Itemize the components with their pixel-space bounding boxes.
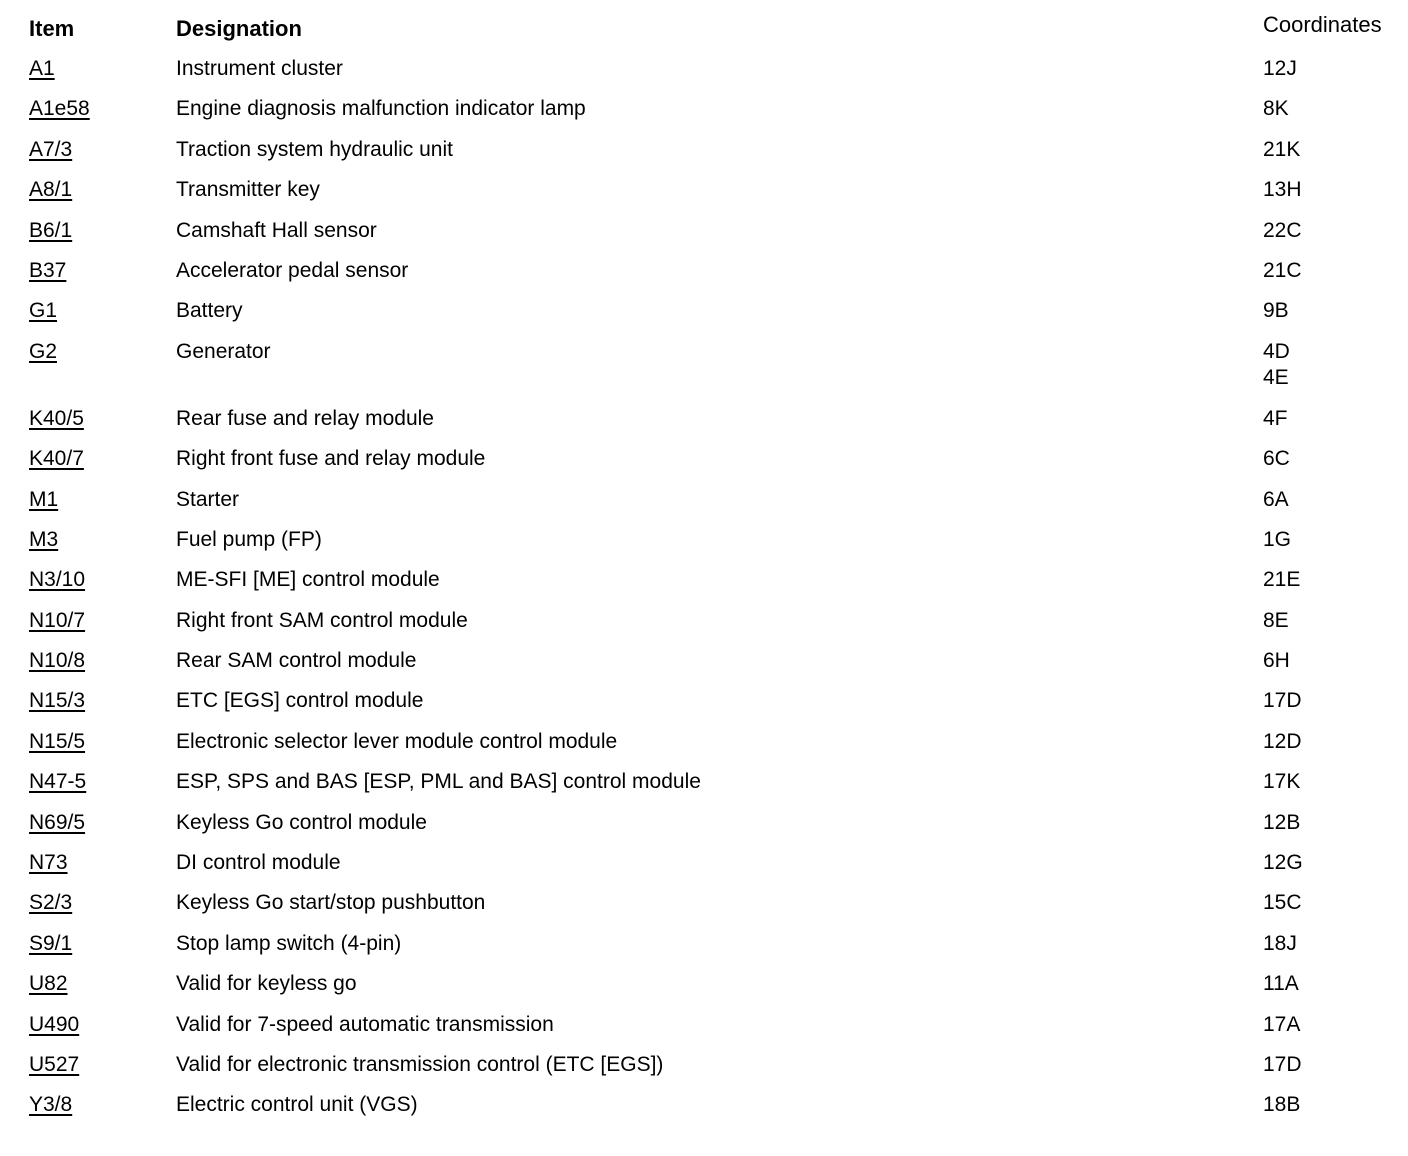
coordinate-value: 11A bbox=[1263, 972, 1299, 996]
item-link[interactable]: B37 bbox=[29, 258, 67, 282]
table-row bbox=[0, 406, 1408, 446]
coordinates-cell bbox=[1263, 890, 1302, 916]
designation-text: Stop lamp switch (4-pin) bbox=[176, 931, 402, 955]
coordinates-cell bbox=[1263, 1092, 1300, 1118]
item-link[interactable]: U82 bbox=[29, 972, 68, 996]
item-link[interactable]: A1 bbox=[29, 57, 55, 80]
legend-rows bbox=[0, 56, 1408, 1133]
coordinates-cell bbox=[1263, 446, 1290, 472]
coordinate-value: 6C bbox=[1263, 447, 1290, 471]
coordinates-cell bbox=[1263, 608, 1289, 634]
designation-text: Rear fuse and relay module bbox=[176, 406, 434, 430]
table-row bbox=[0, 1052, 1408, 1092]
table-row bbox=[0, 648, 1408, 688]
coordinates-cell bbox=[1263, 971, 1299, 997]
coordinate-value: 15C bbox=[1263, 891, 1302, 915]
table-row bbox=[0, 137, 1408, 177]
coordinates-cell bbox=[1263, 1012, 1300, 1038]
coordinate-value: 12D bbox=[1263, 729, 1302, 753]
item-link[interactable]: A1e58 bbox=[29, 97, 90, 121]
designation-text: Keyless Go start/stop pushbutton bbox=[176, 891, 486, 915]
item-link[interactable]: U527 bbox=[29, 1052, 80, 1076]
table-row bbox=[0, 769, 1408, 809]
item-link[interactable]: N10/8 bbox=[29, 649, 86, 673]
coordinate-value: 12J bbox=[1263, 57, 1297, 80]
header-designation: Designation bbox=[176, 16, 302, 41]
coordinate-value: 17A bbox=[1263, 1012, 1301, 1036]
designation-text: Fuel pump (FP) bbox=[176, 527, 322, 551]
table-row bbox=[0, 567, 1408, 607]
coordinate-value: 1G bbox=[1263, 527, 1292, 551]
coordinates-cell bbox=[1263, 527, 1291, 553]
coordinates-cell bbox=[1263, 850, 1303, 876]
coordinates-cell bbox=[1263, 567, 1300, 593]
designation-text: Electric control unit (VGS) bbox=[176, 1093, 418, 1117]
table-row bbox=[0, 608, 1408, 648]
item-link[interactable]: M3 bbox=[29, 527, 59, 551]
designation-text: Right front fuse and relay module bbox=[176, 447, 486, 471]
item-link[interactable]: U490 bbox=[29, 1012, 80, 1036]
item-link[interactable]: A7/3 bbox=[29, 137, 73, 161]
table-row bbox=[0, 931, 1408, 971]
table-row bbox=[0, 1092, 1408, 1132]
table-row bbox=[0, 56, 1408, 96]
designation-text: Valid for electronic transmission control (ETC [EGS]) bbox=[176, 1052, 664, 1076]
designation-text: Battery bbox=[176, 299, 243, 323]
table-row bbox=[0, 729, 1408, 769]
coordinate-value: 6A bbox=[1263, 487, 1289, 511]
coordinates-cell bbox=[1263, 648, 1290, 674]
coordinates-cell bbox=[1263, 298, 1289, 324]
table-row bbox=[0, 258, 1408, 298]
table-row bbox=[0, 218, 1408, 258]
table-row bbox=[0, 177, 1408, 217]
item-link[interactable]: Y3/8 bbox=[29, 1093, 73, 1117]
coordinate-value: 17D bbox=[1263, 689, 1302, 713]
table-row bbox=[0, 527, 1408, 567]
designation-text: Accelerator pedal sensor bbox=[176, 258, 409, 282]
designation-text: Generator bbox=[176, 339, 271, 363]
table-row bbox=[0, 446, 1408, 486]
item-link[interactable]: G1 bbox=[29, 299, 58, 323]
table-row bbox=[0, 96, 1408, 136]
designation-text: Valid for 7-speed automatic transmission bbox=[176, 1012, 554, 1036]
coordinates-cell bbox=[1263, 137, 1300, 163]
item-link[interactable]: N15/5 bbox=[29, 729, 86, 753]
coordinate-value: 21E bbox=[1263, 568, 1301, 592]
item-link[interactable]: N47-5 bbox=[29, 770, 87, 794]
coordinates-cell bbox=[1263, 810, 1300, 836]
coordinate-value: 18J bbox=[1263, 931, 1297, 955]
coordinates-cell bbox=[1263, 339, 1290, 391]
item-link[interactable]: N3/10 bbox=[29, 568, 86, 592]
designation-text: Traction system hydraulic unit bbox=[176, 137, 453, 161]
coordinate-value: 8K bbox=[1263, 97, 1289, 121]
designation-text: Engine diagnosis malfunction indicator lamp bbox=[176, 97, 586, 121]
item-link[interactable]: N73 bbox=[29, 851, 68, 875]
coordinate-value: 12G bbox=[1263, 851, 1303, 875]
coordinate-value: 12B bbox=[1263, 810, 1301, 834]
item-link[interactable]: K40/5 bbox=[29, 406, 84, 430]
coordinate-value: 4F bbox=[1263, 406, 1288, 430]
designation-text: Instrument cluster bbox=[176, 57, 343, 80]
coordinate-value: 18B bbox=[1263, 1093, 1301, 1117]
designation-text: Transmitter key bbox=[176, 178, 320, 202]
coordinates-cell bbox=[1263, 56, 1297, 82]
coordinates-cell bbox=[1263, 931, 1297, 957]
coordinate-value: 8E bbox=[1263, 608, 1289, 632]
item-link[interactable]: B6/1 bbox=[29, 218, 73, 242]
coordinates-cell bbox=[1263, 218, 1302, 244]
coordinate-value: 9B bbox=[1263, 299, 1289, 323]
table-row bbox=[0, 810, 1408, 850]
coordinate-value: 13H bbox=[1263, 178, 1302, 202]
designation-text: Keyless Go control module bbox=[176, 810, 427, 834]
coordinate-value: 21K bbox=[1263, 137, 1301, 161]
coordinate-value: 4D bbox=[1263, 339, 1290, 363]
designation-text: ETC [EGS] control module bbox=[176, 689, 424, 713]
item-link[interactable]: N10/7 bbox=[29, 608, 86, 632]
table-row bbox=[0, 487, 1408, 527]
coordinate-value: 21C bbox=[1263, 258, 1302, 282]
designation-text: Camshaft Hall sensor bbox=[176, 218, 377, 242]
designation-text: ME-SFI [ME] control module bbox=[176, 568, 440, 592]
coordinate-value: 6H bbox=[1263, 649, 1290, 673]
designation-text: Starter bbox=[176, 487, 240, 511]
coordinates-cell bbox=[1263, 729, 1302, 755]
table-row bbox=[0, 850, 1408, 890]
designation-text: Electronic selector lever module control module bbox=[176, 729, 618, 753]
designation-text: DI control module bbox=[176, 851, 341, 875]
table-row bbox=[0, 688, 1408, 728]
coordinate-value: 22C bbox=[1263, 218, 1302, 242]
item-link[interactable]: A8/1 bbox=[29, 178, 73, 202]
item-link[interactable]: K40/7 bbox=[29, 447, 84, 471]
item-link[interactable]: G2 bbox=[29, 339, 58, 363]
coordinates-cell bbox=[1263, 688, 1302, 714]
table-row bbox=[0, 1012, 1408, 1052]
coordinates-cell bbox=[1263, 769, 1300, 795]
table-row bbox=[0, 339, 1408, 406]
item-link[interactable]: M1 bbox=[29, 487, 59, 511]
coordinates-cell bbox=[1263, 96, 1289, 122]
designation-text: Rear SAM control module bbox=[176, 649, 417, 673]
coordinates-cell bbox=[1263, 487, 1289, 513]
header-item: Item bbox=[29, 16, 75, 41]
coordinate-value: 17D bbox=[1263, 1052, 1302, 1076]
designation-text: Right front SAM control module bbox=[176, 608, 468, 632]
table-row bbox=[0, 971, 1408, 1011]
coordinates-cell bbox=[1263, 177, 1302, 203]
item-link[interactable]: S2/3 bbox=[29, 891, 73, 915]
item-link[interactable]: N69/5 bbox=[29, 810, 86, 834]
table-row bbox=[0, 890, 1408, 930]
designation-text: Valid for keyless go bbox=[176, 972, 357, 996]
coordinates-cell bbox=[1263, 258, 1302, 284]
item-link[interactable]: S9/1 bbox=[29, 931, 73, 955]
table-row bbox=[0, 298, 1408, 338]
coordinate-value: 4E bbox=[1263, 365, 1289, 389]
header-coordinates: Coordinates bbox=[1263, 12, 1382, 37]
designation-text: ESP, SPS and BAS [ESP, PML and BAS] control module bbox=[176, 770, 701, 794]
coordinate-value: 17K bbox=[1263, 770, 1301, 794]
coordinates-cell bbox=[1263, 406, 1288, 432]
coordinates-cell bbox=[1263, 1052, 1302, 1078]
item-link[interactable]: N15/3 bbox=[29, 689, 86, 713]
